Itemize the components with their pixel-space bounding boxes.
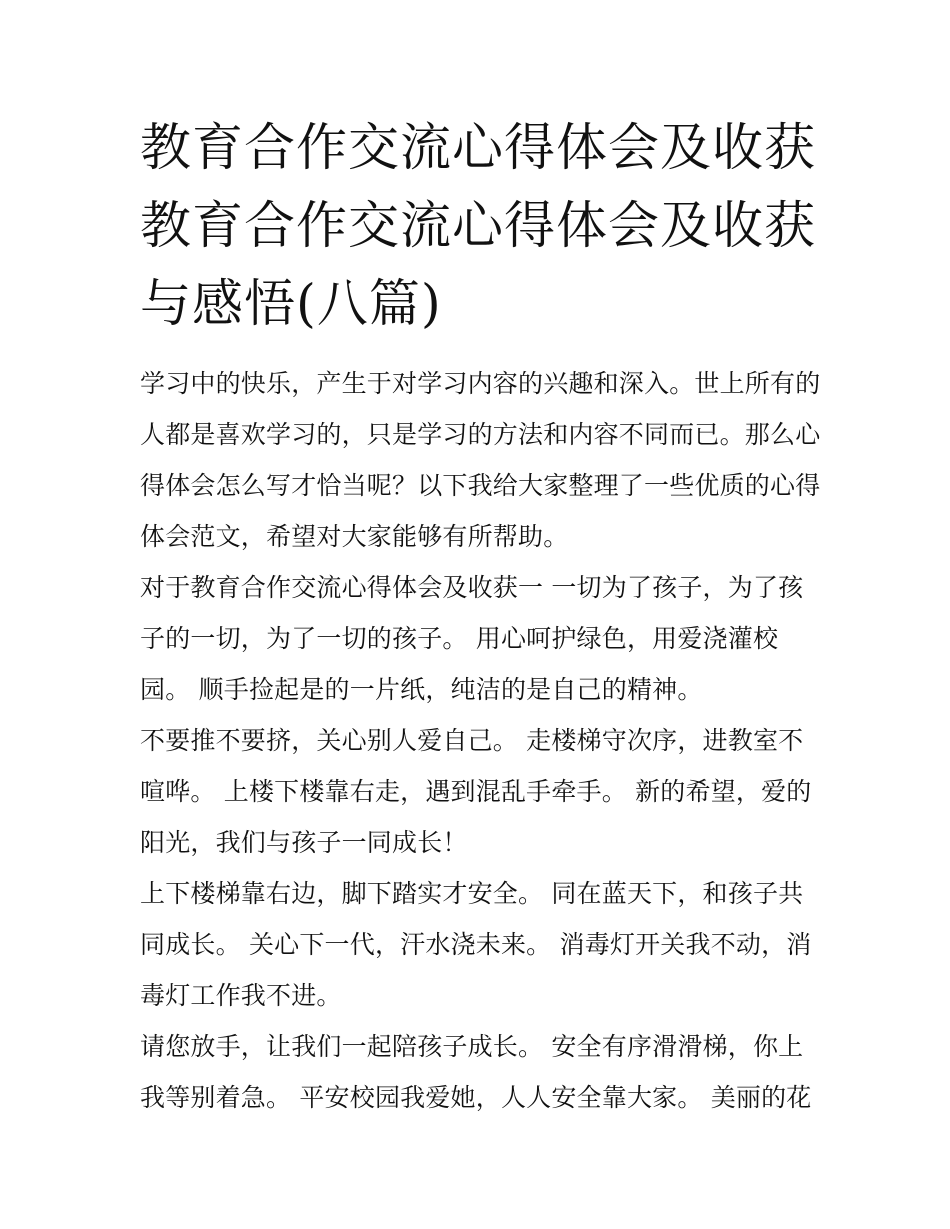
title-line: 与感悟(八篇) [140,275,442,334]
text-line: 园。 顺手捡起是的一片纸，纯洁的是自己的精神。 [140,675,703,704]
text-line: 喧哗。 上楼下楼靠右走，遇到混乱手牵手。 新的希望，爱的 [140,777,812,806]
document-content [140,110,830,1123]
document-body [140,358,830,1123]
text-line: 体会范文，希望对大家能够有所帮助。 [140,522,569,551]
text-line: 学习中的快乐，产生于对学习内容的兴趣和深入。世上所有的 [140,369,821,398]
text-line: 子的一切，为了一切的孩子。 用心呵护绿色，用爱浇灌校 [140,624,779,653]
document-title [140,110,830,344]
text-line: 人都是喜欢学习的，只是学习的方法和内容不同而已。那么心 [140,420,821,449]
text-line: 我等别着急。 平安校园我爱她，人人安全靠大家。 美丽的花 [140,1083,812,1112]
text-line: 请您放手，让我们一起陪孩子成长。 安全有序滑滑梯，你上 [140,1032,804,1061]
title-line: 教育合作交流心得体会及收获 [140,119,817,178]
text-line: 阳光，我们与孩子一同成长！ [140,828,468,857]
text-line: 同成长。 关心下一代，汗水浇未来。 消毒灯开关我不动，消 [140,930,812,959]
text-line: 毒灯工作我不进。 [140,981,342,1010]
text-line: 得体会怎么写才恰当呢？以下我给大家整理了一些优质的心得 [140,471,821,500]
title-line: 教育合作交流心得体会及收获 [140,197,817,256]
text-line: 不要推不要挤，关心别人爱自己。 走楼梯守次序，进教室不 [140,726,804,755]
text-line: 对于教育合作交流心得体会及收获一 一切为了孩子，为了孩 [140,573,804,602]
text-line: 上下楼梯靠右边，脚下踏实才安全。 同在蓝天下，和孩子共 [140,879,804,908]
